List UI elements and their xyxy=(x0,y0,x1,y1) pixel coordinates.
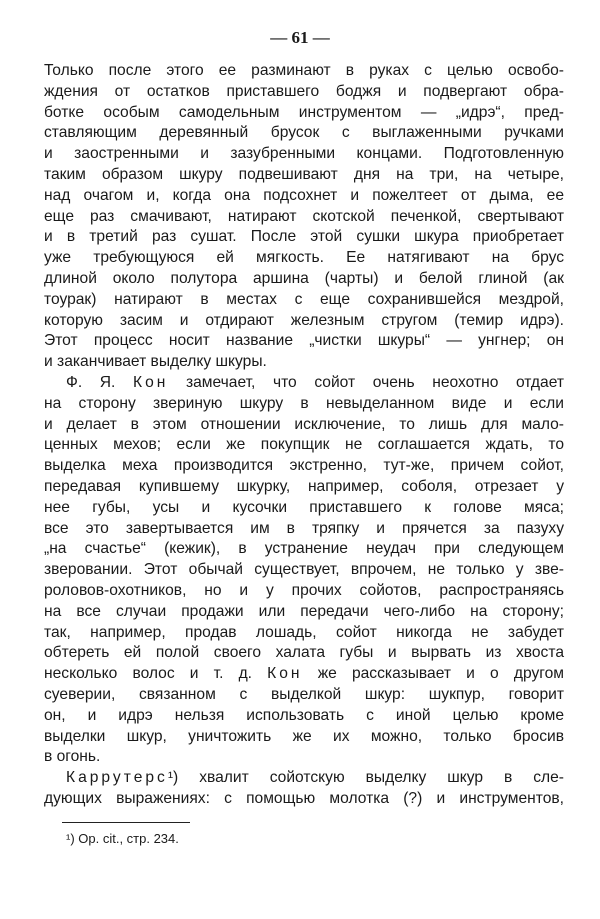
text-line: тоурак) натирают в местах с еще сохранившейся мездрой, xyxy=(44,290,564,308)
text-line: ждения от остатков приставшего боджя и подвергают обра- xyxy=(44,82,564,100)
text-line: так, например, продав лошадь, сойот никогда не забудет xyxy=(44,623,564,641)
text-line: ботке особым самодельным инструментом — „идрэ“, пред- xyxy=(44,103,564,121)
text-line: на все случаи продажи или передачи чего-либо на сторону; xyxy=(44,602,564,620)
spaced-name: Кон xyxy=(267,665,303,683)
text-line: все это завертывается им в тряпку и прячется за пазуху xyxy=(44,519,564,537)
text-line: и делает в этом отношении исключение, то лишь для мало- xyxy=(44,415,564,433)
text-line: на сторону звериную шкуру в невыделанном виде и если xyxy=(44,394,564,412)
body-text xyxy=(44,61,564,810)
text-line: ценных мехов; если же покупщик не соглашается ждать, то xyxy=(44,436,564,454)
text-segment: же рассказывает и о другом xyxy=(302,665,564,683)
text-line: „на счастье“ (кежик), в устранение неудач при следующем xyxy=(44,540,564,558)
text-line: выделка меха производится экстренно, тут-же, причем сойот, xyxy=(44,457,564,475)
text-line: и заканчивает выделку шкуры. xyxy=(44,353,267,371)
footnote-divider xyxy=(62,822,190,823)
text-line: и в третий раз сушат. После этой сушки шкура приобретает xyxy=(44,228,564,246)
text-line xyxy=(44,373,564,394)
text-line: выделки шкур, уничтожить же их можно, только бросив xyxy=(44,727,564,745)
text-line xyxy=(44,664,564,685)
text-line: длиной около полутора аршина (чарты) и белой глиной (ак xyxy=(44,269,564,287)
text-line: Этот процесс носит название „чистки шкуры“ — унгнер; он xyxy=(44,332,564,350)
text-line: над очагом и, когда она подсохнет и пожелтеет от дыма, ее xyxy=(44,186,564,204)
text-line: в огонь. xyxy=(44,748,101,766)
text-segment: замечает, что сойот очень неохотно отдает xyxy=(168,373,564,391)
text-line: еще раз смачивают, натирают скотской печенкой, свертывают xyxy=(44,207,564,225)
text-line: Только после этого ее разминают в руках с целью освобо- xyxy=(44,62,564,79)
spaced-name: Кон xyxy=(132,373,169,391)
text-segment: Ф. Я. xyxy=(66,373,133,391)
text-line: таким образом шкуру подвешивают дня на три, на четыре, xyxy=(44,165,564,183)
text-line: уже требующуюся ей мягкость. Ее натягивают на брус xyxy=(44,249,564,267)
spaced-name: Каррутерс xyxy=(66,769,168,787)
text-line: передавая купившему шкурку, например, соболя, отрезает у xyxy=(44,477,564,495)
text-line: нее губы, усы и кусочки приставшего к голове мяса; xyxy=(44,498,564,516)
text-line: он, и идрэ нельзя использовать с иной целью кроме xyxy=(44,706,564,724)
text-line: ставляющим деревянный брусок с выглаженными ручками xyxy=(44,124,564,142)
text-line xyxy=(44,768,564,789)
text-line: роловов-охотников, но и у прочих сойотов, распространяясь xyxy=(44,581,564,599)
text-segment: ¹) хвалит сойотскую выделку шкур в сле- xyxy=(167,769,564,787)
text-line: дующих выражениях: с помощью молотка (?) и инструментов, xyxy=(44,789,564,807)
footnote: ¹) Op. cit., стр. 234. xyxy=(66,831,179,846)
text-line: суеверии, связанном с выделкой шкур: шукпур, говорит xyxy=(44,685,564,703)
text-line: и заостренными и зазубренными концами. Подготовленную xyxy=(44,145,564,163)
page-number: — 61 — xyxy=(270,28,330,47)
text-segment: несколько волос и т. д. xyxy=(44,665,268,683)
text-line: которую засим и отдирают железным стругом (темир идрэ). xyxy=(44,311,564,329)
text-line: зверовании. Этот обычай существует, впрочем, не только у зве- xyxy=(44,561,564,579)
text-line: обтереть ей полой своего халата губы и вырвать из хвоста xyxy=(44,644,564,662)
